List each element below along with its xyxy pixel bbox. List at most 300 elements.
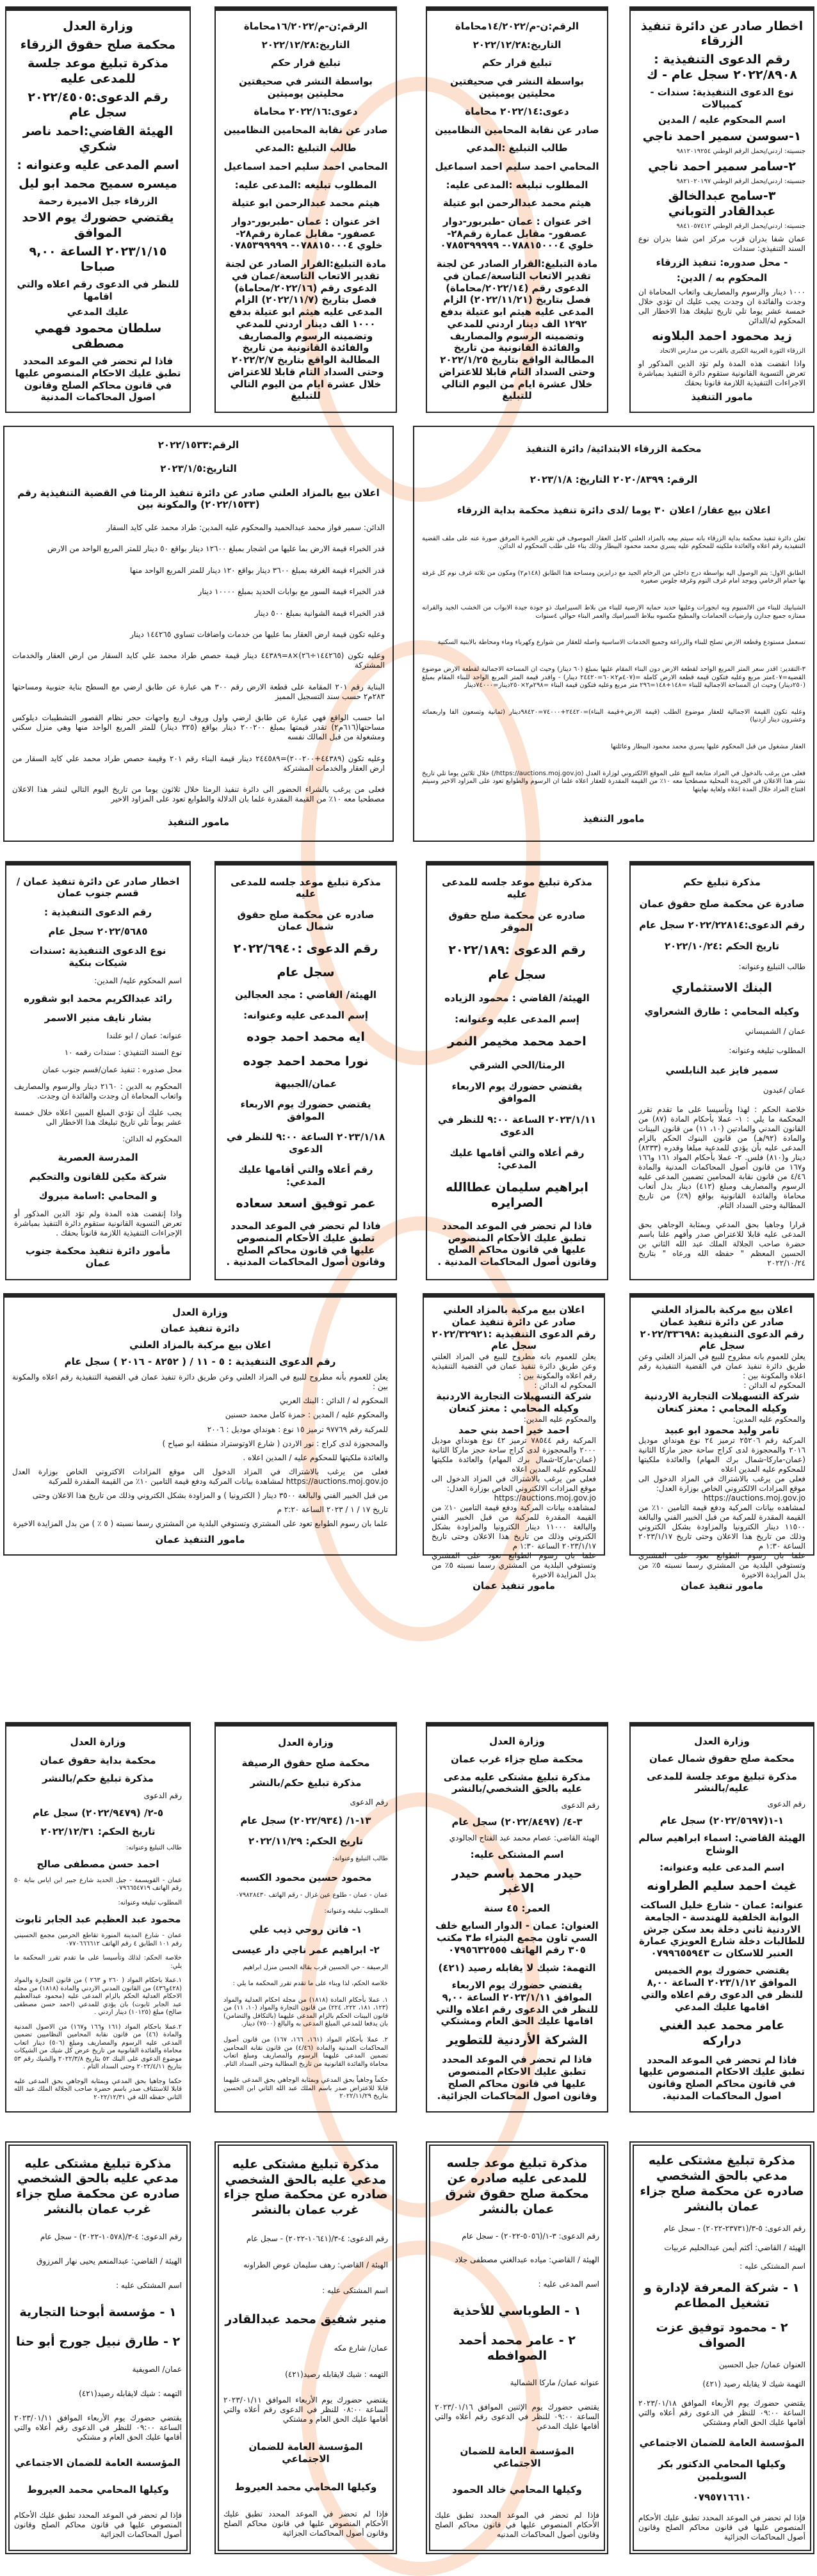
notice-heading-line: مذكرة تبليغ موعد جلسه للمدعى عليه صادره عن محكمة صلح حقوق شرق عمان بالنشر [445, 2156, 589, 2216]
notice-text-line: الدائن: سمير فواز محمد عبدالحميد والمحكوم عليه المدين: طراد محمد علي كايد السقار [106, 522, 385, 532]
legal-notice-n11 [629, 1293, 814, 1592]
notice-text-line: هيثم محمد عبدالرحمن ابو عتيلة [231, 197, 380, 209]
notice-heading-line: يقتضي حضورك يوم الاحد الموافق [22, 211, 174, 241]
notice-text-line: المحكوم له الدائن : [743, 1381, 805, 1390]
notice-text-line: عمان /عبدون [763, 1086, 805, 1095]
notice-text-line: اعلان بيع بالمزاد العلني صادر عن دائرة تنفيذ الرمثا في القضية التنفيذية رقم (٢٠٢٢/١٥٣٣) والمكونة بين [17, 487, 380, 511]
notice-text-line: محمود حسين محمود الكسبه [239, 1871, 372, 1883]
notice-text-line: يعلن للعموم بأنه مطروح للبيع في المزاد العلني وعن طريق دائرة تنفيذ عمان في القضية التنفيذية رقم اعلاه والمكونة بين : [12, 1373, 388, 1392]
notice-text-line: ٢٠٢٣/١/١١ الساعة ٩:٠٠ للنظر في الدعوى [437, 1113, 597, 1138]
notice-text-line: فإذا لم تحضر في الموعد المحدد تطبق عليك الأحكام المنصوص عليها في قانون محاكم الصلح وقانون أصول المحاكمات المدنيه [435, 2510, 599, 2539]
notice-text-line: رقم الدعوى: ٤-٣/(١٠٥٧٨-٢٠٢٢) - سجل عام [40, 2232, 182, 2241]
notice-text-line: عمان شفا بدران قرب مركز امن شفا بدران نوع السند التنفيذي: سندات [638, 234, 805, 253]
notice-text-line: واذا انقضت هذه المدة ولم تؤد الدين المذكور او تعرض التسوية القانونية ستقوم دائرة التنفيذ بمباشرة الاجراءات التنفيذية اللازمة قانونا بحقك [638, 359, 805, 388]
notice-text-line: تاريخ الحكم: ٢٠٢٢/١٢/٣١ [40, 1825, 156, 1837]
notice-text-line: وكيله المحامي : طارق الشعراوي [644, 1005, 800, 1017]
notice-text-line: ١.عملا باحكام المواد ( ٢٦٠ و ٢٦٣ ) من قانون التجارة والمواد (٤٢٨و٤٣٦) من القانون المدني الاردني والمادة (١٨١٨) من مجلة الاحكام العدلية الحكم بالزام المدعى عليه (محمود عبدالعظيم عبد الجابر ثابوت) بان يؤدي للمدعي (احمد حسن مصطفى صالح) مبلغ (١٠١٢٥) دينار اردني . [14, 1977, 182, 2017]
notice-text-line: عمان - شارع المدينة المنورة تقاطع الحرمين مجمع الحسيني رقم ١٠١ الطابق ٤ رقم الهاتف ٠٧٧٠٦٦٦٦١٢ [14, 1932, 182, 1947]
notice-heading-line: حيدر محمد باسم حيدر الاغبر [451, 1866, 583, 1896]
notice-text-line: الهيئة / القاضي: أكثم أيمن عبدالحليم عربيات [664, 2242, 805, 2252]
notice-text-line: وعليه تكون قيمة ارض العقار بما عليها من خدمات واضافات تساوي ١٤٤٢٦٥ دينار [130, 629, 385, 639]
notice-text-line: اسم المدعى عليه وعنوانه: [659, 1861, 784, 1873]
notice-heading-line: ٢٠٢٣/١/١٥ الساعة ٩,٠٠ صباحا [29, 245, 167, 274]
notice-text-line: العنوان: عمان - الدوار السابع خلف السي تاون مجمع البتراء ط٣ مكتب ٣٠٥ رقم الهاتف ٠٧٩٥٦٣٢٥٥٥ [435, 1920, 599, 1956]
notice-text-line: المطلوب تبليغه وعنوانه: [324, 1908, 388, 1915]
notice-text-line: خلاصة الحكم : لهذا وتأسيسا على ما تقدم تقرر المحكمة ما يلي : ١- عملا بأحكام المادة (٨٧) من القانون المدني والمادتين (١٠، ١١) من قانون البينات والمادة (٩٢/هـ) من قانون البنوك الحكم بالزام المدعى عليه بأن يؤدي للمدعية مبلغا وقدره (٨٢٣٣) دينار و(٨١٠) فلس. ٢- عملا بأحكام المواد ١٦١ و١٦٦ و١٦٧ من قانون أصول المحاكمات المدنية والمادة ٤/٤٦ من قانون نقابة المحامين تضمين المدعى عليه الرسوم والمصاريف ومبلغ (٤١٢) دينار بدل أتعاب محاماة والفائدة القانونية بواقع (٩٪) من تاريخ المطالبة وحتى السداد التام. [638, 1105, 806, 1211]
notice-heading-line: رقم الدعوى :٢٠٢٢/٦٩٤٠ [233, 941, 378, 956]
notice-text-line: ٥-٢/ (٢٠٢٢/٩٤٧٩) سجل عام [33, 1807, 163, 1819]
notice-text-line: احمد حسن مصطفى صالح [36, 1858, 159, 1871]
notice-text-line: يقتضي حضورك يوم الاربعاء الموافق ٢٠٢٣/١/١١ الساعة ٩,٠٠ للنظر في الدعوى رقم اعلاه والتي اقامها عليك الحق العام ومشتكي [435, 1979, 598, 2027]
notice-text-line: قدر الخبراء قيمة الشوانية بمبلغ ٥٠٠ دينار [254, 608, 385, 618]
notice-text-line: المحامي احمد سليم احمد اسماعيل [435, 161, 599, 173]
notice-text-line: بواسطة النشر في صحيفتين محليتين يوميتين [239, 75, 373, 99]
notice-text-line: الهيئة / القاضي: عبدالمنعم يحيى نهار المرزوق [36, 2256, 182, 2266]
notice-text-line: الزرقاء الثورة العربية الكبرى بالقرب من مدارس الاتحاد [659, 348, 805, 355]
notice-text-line: المركبة رقم ٢٥٢٠٦ ترميز ٢٤ نوع هونداي موديل ٢٠١٦ والمحجوزة لدى كراج ساحة حجز ماركا الثانية (عمان-ماركا-شمال برك المهام) والعائدة ملكيتها للمحكوم عليه المدين اعلاه [638, 1436, 806, 1474]
notice-text-line: المؤسسة العامة للضمان الاجتماعي [639, 2436, 805, 2449]
notice-text-line: الرقم:ن-م/١٤/٢٠٢٢محاماة [455, 20, 579, 32]
notice-text-line: بواسطة النشر في صحيفتين محليتين يوميتين [450, 75, 584, 99]
notice-heading-line: ابراهيم سليمان عطاالله الصرايره [446, 1180, 588, 1210]
notice-text-line: مذكرة تبليغ حكم [683, 876, 761, 889]
notice-text-line: التهمه : شيك لايقابله رصيد(٤٢١) [79, 2389, 182, 2398]
notice-text-line: محكمة صلح جزاء غرب عمان [451, 1753, 583, 1765]
notice-text-line: الهيئة القاضي: اسماء ابراهيم سالم الوشاح [638, 1831, 805, 1856]
notice-text-line: طالب التبليغ وعنوانه: [125, 1844, 182, 1851]
notice-text-line: اعلان بيع مركبة بالمزاد العلني صادر عن دائرة تنفيذ عمان [443, 1304, 585, 1328]
notice-heading-line: ٢ - عامر محمد أحمد الصوافطه [458, 2333, 576, 2363]
notice-text-line: محكمة الزرقاء الابتدائية/ دائرة التنفيذ [526, 442, 702, 455]
notice-text-line: الطابق الاول: يتم الوصول اليه بواسطة درج داخلي من الرخام الجيد مع درابزين ومساحة هذا الطابق (١٤٨م٢) ومكون من ثلاثة غرف نوم كل غرفة بها حمام الرخامي ويوجد امام غرف النوم وغرفة جلوس صغيره [422, 569, 805, 585]
notice-text-line: للنظر في الدعوى رقم اعلاه والتي اقامها [17, 278, 179, 302]
notice-text-line: رقم الدعوى [561, 1800, 599, 1810]
notice-text-line: يقتضي حضورك يوم الأربعاء الموافق ٢٠٢٣/٠١/١٨ الساعة ٠٩:٠٠ للنظر في الدعوى رقم أعلاه والتي أقامها عليك الحق العام ومشتكي [638, 2398, 805, 2427]
notice-text-line: ٣-٤/ (٢٠٢٢/٨٤٩٧) سجل عام [451, 1815, 583, 1828]
notice-text-line: صادرة عن محكمة صلح حقوق عمان [639, 898, 805, 910]
notice-text-line: فاذا لم تحضر في الموعد المحدد تطبق عليك الاحكام المنصوص عليها في قانون محاكم الصلح وقانون اصول المحاكمات المدنية. [638, 2054, 805, 2102]
legal-notice-n21 [5, 2141, 191, 2554]
notice-text-line: مذكرة تبليغ حكم/بالنشر [42, 1773, 154, 1785]
notice-text-line: المحكوم به الدين : ٢١٦٠ دينار والرسوم والمصاريف واتعاب المحاماة ان وجدت والفائدة ان وجدت. [14, 1081, 182, 1100]
notice-text-line: المطلوب تبليغه :المدعى عليه: [234, 179, 377, 191]
notice-text-line: فعلى من يرغب بالدخول في المزاد متابعة البيع على الموقع الالكتروني لوزارة العدل (https://auctions.moj.gov.jo/) خلال ثلاثين يوما تلي تاريخ نشر هذا الاعلان في الجريدة المحلية مصطحبا معه ١٠٪ من القيمة المقدرة للعقار اعلاه علما ان الرسوم والطوابع تعود على المزاود الاخير وسيتم افتتاح المزاد خلال المدة اعلاه ولغاية نهايتها [422, 769, 805, 793]
notice-text-line: هيثم محمد عبدالرحمن ابو عتيلة [442, 197, 592, 209]
notice-text-line: فاذا لم تحضر في الموعد المحدد تطبق عليك الأحكام المنصوص عليها في قانون محاكم الصلح وقانون أصول المحاكمات المدنية . [437, 1220, 597, 1268]
notice-text-line: صادر عن نقابة المحامين النظاميين [223, 124, 388, 136]
legal-notice-n16 [214, 1722, 397, 2113]
notice-text-line: مذكرة تبليغ حكم/بالنشر [250, 1777, 362, 1789]
legal-notice-n10 [5, 861, 191, 1280]
notice-heading-line: احمد محمد مخيمر النمر [448, 1034, 586, 1049]
notice-text-line: مامور تنفيذ عمان [681, 1580, 763, 1592]
notice-text-line: والمحكوم عليه المدين: [732, 1414, 805, 1424]
notice-text-line: للمركبة رقم ٩٧٧٦٩ ترميز ١٥ نوع : هونداي موديل : ٢٠٠٦ [207, 1424, 388, 1434]
notice-text-line: مذكرة تبليغ موعد جلسه للمدعى عليه [231, 876, 381, 900]
legal-notice-n19 [426, 2141, 608, 2554]
notice-heading-line: مذكرة تبليغ موعد جلسة للمدعى عليه [28, 56, 168, 86]
notice-text-line: المطلوب تبليغه وعنوانه: [118, 1899, 182, 1906]
notice-text-line: الرقم:٢٠٢٢/١٥٣٣ [158, 439, 239, 451]
notice-text-line: فاذا لم تحضر في الموعد المحدد تطبق عليك الاحكام المنصوص عليها في قانون محاكم الصلح وقانون اصول المحاكمات الجزائية. [437, 2054, 597, 2102]
notice-text-line: المطلوب تبليغه :المدعى عليه: [446, 179, 588, 191]
notice-text-line: العقار مشغول من قبل المحكوم عليها يسري محمد محمود البيطار وعائلتها [611, 743, 805, 751]
notice-text-line: المركبة رقم ٧٨٥٤٤ ترميز ٤٢ نوع هونداي موديل ٢٠٠٠ والمحجوزة لدى كراج ساحة حجز ماركا الثانية (عمان-ماركا-شمال برك المهام) والعائدة ملكيتها للمحكوم عليه المدين اعلاه [432, 1436, 597, 1474]
notice-text-line: إسم المدعى عليه وعنوانه: [243, 1010, 368, 1022]
notice-text-line: اعلان بيع مركبة بالمزاد العلني [129, 1339, 271, 1351]
notice-text-line: تسعمل مستودع وقطعة الارض تصلح للبناء والزراعة وجميع الخدمات الاساسية واصله للعقار من شوارع وكهرباء وماء ومحاطة بالابنية السكنية [437, 639, 805, 647]
notice-heading-line: رقم الدعوى التنفيذية : ٢٠٢٢/٨٩٠٨ سجل عام - ك [647, 52, 797, 83]
notice-text-line: ٣-التقدير: اقدر سعر المتر المربع الواحد لقطعة الارض دون البناء المقام عليها بمبلغ (٦٠ دينار) وحيث ان المساحة الاجمالية لقطعة الارض موضوع القضية=٤٠٧متر مربع وعليه فتكون قيمة قطعة الارض كاملة =(٤٠٧م٢×٦٠=٢٤٤٢٠ دينار) - واقدر قيمة المتر المربع الواحد للبناء المقام بمبلغ (٢٥٠دينار) وحيث ان المساحة الاجمالية للبناء =١٤٨+١٤٨=٢٩٦ متر مربع وعليه فتكون قيمة البناء =٢٩٨م٢×٢٥٠دينار=٧٤٠٠٠دينار [422, 666, 805, 689]
notice-heading-line: الهيئة القاضي:احمد ناصر شكري [22, 124, 174, 154]
notice-text-line: يجب عليك أن تؤدي المبلغ المبين اعلاه خلال خمسة عشر يوماً تلي تاريخ تبليغك هذا الاخطار الى [14, 1108, 182, 1127]
notice-text-line: عمان/ الصويفية [132, 2365, 182, 2374]
notice-heading-line: محكمة صلح حقوق الزرقاء [20, 37, 176, 52]
notice-text-line: وزارة العدل [70, 1735, 126, 1748]
notice-text-line: اسم المشتكى عليه : [322, 2286, 388, 2296]
notice-heading-line: اسم المدعى عليه وعنوانه : [17, 157, 179, 172]
notice-text-line: تبليغ قرار حكم [482, 57, 552, 69]
notice-heading-line: ١ - مؤسسة أبوحنا التجارية [19, 2305, 177, 2319]
notice-text-line: مادة التبليغ:القرار الصادر عن لجنة تقدير الاتعاب التاسعة/عمان في الدعوى رقم (٢٠٢٢/١٤/محاماة) فصل بتاريخ (٢٠٢٢/١١/٢١) الزام المدعى عليه هيثم ابو عتيلة بدفع ١٢٩٢ الف دينار اردني للمدعي وتضمينه الرسوم والمصاريف والفائدة القانونية من تاريخ المطالبة الواقع بتاريخ ٢٠٢٢/١/٢٥ وحتى السداد التام قابلا للاعتراض خلال عشرة ايام من اليوم التالي للتبليغ [436, 258, 598, 402]
notice-text-line: المطلوب تبليغه وعنوانه: [729, 1045, 805, 1055]
notice-text-line: وزارة العدل [278, 1737, 334, 1749]
notice-text-line: عمان/الجبيهة [274, 1077, 337, 1090]
notice-heading-line: ١ - الطوباسي للأحذية [453, 2303, 581, 2318]
notice-text-line: الشبابيك للبناء من الالمنيوم وبه ابجورات وعليها حديد حمايه الارضية للبناء من بلاط السيراميك ذو جودة جيدة الابواب من الخشب الجيد والقرانه ممتازه جميع جدارن وارضيات الحمامات والمطبخ مكسوه ببلاط السيراميك والعمر البناء حوالي ٤سنوات [422, 604, 805, 620]
notice-text-line: اخطار صادر عن دائرة تنفيذ عمان /قسم جنوب عمان [16, 875, 180, 899]
notice-text-line: رقم الدعوى [767, 1799, 805, 1809]
notice-text-line: التهمه : شيك لايقابله رصيد(٤٢١) [285, 2369, 388, 2379]
notice-text-line: عمان/ شارع مكه [334, 2344, 388, 2353]
notice-text-line: قدر الخبراء قيمة الارض بما عليها من اشجار بمبلغ ١٢٦٠٠ دينار بواقع ٥٠ دينار للمتر المربع الواحد من الارض [47, 544, 385, 554]
notice-text-line: والمحكوم عليه المدين: [523, 1414, 596, 1424]
notice-text-line: عليك المدعي [67, 306, 129, 318]
notice-text-line: وعليه تكون (١٤٤٢٦٥÷٢٦)×٨=٤٤٣٨٩ دينار قيمة حصص طراد محمد علي كايد السقار من ارض العقار والخدمات المشتركة [12, 651, 385, 670]
notice-text-line: التاريخ:٢٠٢٣/١/٥ [160, 463, 237, 475]
notice-text-line: وكيله المحامي : معتز كنعان [657, 1402, 787, 1414]
notice-text-line: يقتضي حضورك يوم الأربعاء الموافق ٢٠٢٣/٠١/١١ الساعة ٠٩:٠٠ للنظر في الدعوى رقم أعلاه والتي أقامها عليك الحق العام و مشتكي [14, 2413, 182, 2442]
notice-text-line: اما حسب الواقع فهي عبارة عن طابق ارضي واول وروف اربع واجهات حجر نظام القصور التشطيبات ديلوكس مساحتها(٦١٦م٢) تقدر قيمتها بمبلغ ٢٠٠٢٠٠ دينار بواقع (٣٢٥ دينار) للمتر المربع الواحد منها وهي منزل سكني ومشغولة من قبل المالك نفسه [12, 713, 385, 742]
notice-text-line: خلاصة الحكم، لذا وبناء على ما تقدم تقرر المحكمة ما يلي : [232, 1980, 388, 1988]
notice-text-line: التاريخ:٢٠٢٢/١٢/٢٨ [473, 38, 562, 51]
notice-text-line: عمان / الشميساني [745, 1026, 805, 1036]
notice-text-line: يعلن للعموم بانه مطروح للبيع في المزاد العلني وعن طريق دائرة تنفيذ عمان في القضية التنفيذية رقم اعلاه والمكونة بين : [638, 1352, 805, 1380]
notice-heading-line: غيث احمد سليم الطراونه [647, 1879, 797, 1894]
notice-text-line: عمان - عمان - طلوع عين غزال - رقم الهاتف ٠٧٩٨٢٨٤٣٠ [236, 1891, 388, 1899]
notice-text-line: سمير فايز عبد النابلسي [665, 1065, 779, 1077]
notice-text-line: الهيئة / القاضي: مياده عبدالغني مصطفى جلاد [455, 2255, 599, 2265]
notice-text-line: اسم المشتكى عليه : [740, 2262, 805, 2271]
legal-notice-n6 [3, 426, 394, 842]
notice-text-line: رقم الدعوى: ٣-١/(٥٠٥٦-٢٠٢٢) - سجل عام [462, 2231, 599, 2241]
notice-heading-line: وزارة العدل [63, 19, 133, 33]
notice-text-line: و المحامي :اسامة مبروك [38, 1189, 158, 1202]
legal-notice-n1 [629, 6, 814, 413]
notice-text-line: مذكرة تبليغ موعد جلسة للمدعى عليه/بالنشر [647, 1770, 797, 1794]
legal-notice-n2 [426, 6, 608, 413]
notice-text-line: جنسيته: اردني/يحمل الرقم الوطني ٩٨٤١٠٥٧٤١٢ [676, 223, 805, 230]
notice-text-line: اسم المحكوم عليه/ المدين: [94, 976, 182, 986]
notice-text-line: وزارة العدل [489, 1735, 545, 1748]
notice-text-line: تاريخ ١٧ / ١ / ٢٠٢٣ الساعة ٢:٢٠ م [277, 1505, 388, 1515]
notice-text-line: وعليه تكون القيمة الاجمالية للعقار موضوع الطلب (قيمة الارض+قيمة البناء)=٢٤٤٢٠+٧٤٠٠٠=٩٨٤٢٠دينار (ثمانية وتسعون الفا واربعمائة وعشرون دينار اردنيا) [422, 708, 805, 724]
notice-heading-line: مذكرة تبليغ مشتكى عليه مدعي عليه بالحق الشخصي صادره عن محكمة صلح جزاء غرب عمان بالنشر [15, 2156, 181, 2216]
legal-notice-n12 [423, 1293, 605, 1592]
notice-text-line: - محل صدوره: تنفيذ الزرقاء [656, 257, 788, 269]
notice-text-line: ٢٠٢٢/٥٦٨٥ سجل عام [48, 926, 148, 938]
notice-text-line: مذكرة تبليغ موعد جلسه للمدعى عليه [442, 876, 592, 900]
notice-text-line: قدر الخبراء قيمة الغرفة بمبلغ ٣٦٠٠ دينار بواقع ١٢٠ دينار للمتر المربع الواحد منها [129, 565, 385, 575]
notice-text-line: وكيلها المحامي محمد العيروط [234, 2481, 377, 2493]
notice-heading-line: نورا محمد احمد جوده [243, 1054, 369, 1068]
notice-text-line: صادره عن محكمة صلح حقوق شمال عمان [237, 908, 375, 933]
notice-text-line: رقم الدعوى [350, 1797, 388, 1807]
notice-text-line: مامور التنفيذ عمان [155, 1533, 245, 1545]
notice-text-line: رقم أعلاه والتي أقامها عليك المدعي: [449, 1147, 585, 1171]
notice-text-line: رائد عبدالكريم محمد ابو شقوره [24, 993, 172, 1005]
notice-text-line: طالب التبليغ وعنوانه: [332, 1855, 388, 1863]
notice-text-line: مأمور دائرة تنفيذ محكمة جنوب عمان [25, 1244, 171, 1269]
notice-text-line: شركة مكين للقانون والتحكيم [29, 1170, 167, 1182]
notice-text-line: محمود عبد العظيم عبد الجابر ثابوت [15, 1913, 181, 1926]
notice-text-line: فعلى من يرغب بالاشتراك في المزاد الدخول الى موقع المزادات الالكتروني الخاص بوزارة العدل: [638, 1474, 805, 1493]
notice-text-line: وكيلها المحامي الدكتور بكر السويلمين [658, 2458, 786, 2482]
notice-heading-line: مذكرة تبليغ مشتكى عليه مدعي عليه بالحق الشخصي صادره عن محكمة صلح جزاء غرب عمان بالنشر [223, 2157, 388, 2218]
notice-text-line: احمد خير احمد بني حمد [458, 1424, 569, 1436]
notice-heading-line: ايه محمد احمد جوده [247, 1030, 365, 1045]
notice-text-line: لمشاهده بيانات المركبة ودفع قيمة التامين ١٠٪ من القيمة المقدرة للمركبة من قبل الخبير الفني والبالغة ١١٥٠٠ دينار الكترونيا والمزاودة بشكل الكتروني وذلك من تاريخ هذا الاعلان وحتى تاريخ ٢٠٢٣/١/١٧ الساعة ١:٣٠ م [638, 1503, 805, 1551]
notice-text-line: شركة التسهيلات التجارية الاردنية [436, 1390, 592, 1402]
notice-text-line: الرصيفة - حي الحسين قرب بقالة الحسن منزل ابراهيم [243, 1964, 388, 1972]
notice-heading-line: مذكرة تبليغ مشتكى عليه مدعي بالحق الشخصي صادره عن محكمة صلح جزاء عمان بالنشر [640, 2153, 804, 2214]
legal-notice-n13 [3, 1293, 397, 1556]
notice-text-line: نوع السند التنفيذي : سندات رقمه ١٠ [64, 1048, 182, 1058]
notice-heading-line: رقم الدعوى:٢٠٢٢/٤٥٠٥ سجل عام [28, 90, 168, 120]
legal-notice-n17 [5, 1722, 191, 2113]
notice-text-line: ١٣-١/ (٢٠٢٢/٩٣٤) سجل عام [240, 1815, 371, 1827]
legal-notice-n5 [413, 426, 814, 842]
notice-text-line: وزارة العدل [172, 1306, 228, 1318]
notice-text-line: دائرة تنفيذ عمان [160, 1323, 240, 1335]
notice-text-line: رقم الدعوى [143, 1791, 182, 1801]
notice-text-line: علما بان رسوم الطوابع تعود على المشتري وتستوفي البلدية من المشتري رسما نسبته ٥٪ من بدل المزايدة الاخيرة [638, 1551, 805, 1580]
notice-text-line: المحكوم له / الدائن : البنك العربي [279, 1396, 388, 1406]
notice-text-line: سجل عام [699, 1340, 745, 1352]
notice-text-line: جنسيته: اردني/يحمل الرقم الوطني ٩٨١٢٠١٩٢٥٤ [676, 147, 805, 155]
notice-text-line: جنسيته: اردني/يحمل الرقم الوطني ٩٨٢١٠٢٠١٩٧ [676, 177, 805, 185]
notice-text-line: رقم الدعوى:٢٠٢٢/٢٢٨١٤ سجل عام [639, 919, 805, 931]
notice-text-line: https://auctions.moj.gov.jo [494, 1493, 596, 1503]
notice-text-line: دعوى:٢٠٢٢/١٤ محاماة [465, 106, 569, 118]
legal-notice-n20 [214, 2141, 397, 2554]
notice-heading-line: ١ - شركة المعرفة لإدارة و تشغيل المطاعم [644, 2281, 800, 2310]
notice-text-line: فاذا لم تحضر في الموعد المحدد تطبق عليك الاحكام المنصوص عليها في قانون محاكم الصلح وقانون اصول المحاكمات المدنية [15, 355, 181, 403]
notice-text-line: فعلى من يرغب بالشراء الحضور الى دائرة تنفيذ الرمثا خلال ثلاثون يوما من تاريخ اليوم التالي لنشر هذا الاعلان مصطحبا معه ١٠٪ من القيمة المقدرة علما بان الدلالة والطوابع تعود على المزاود الاخير [12, 785, 385, 804]
notice-heading-line: عمر توفيق اسعد سعاده [236, 1196, 376, 1211]
notice-text-line: المحكوم له الدائن: [122, 1134, 182, 1144]
notice-text-line: ١٠٠٠ دينار والرسوم والمصاريف واتعاب المحاماة ان وجدت والفائدة ان وجدت يجب عليك ان تؤدي خلال خمسة عشر يوما تلي تاريخ تبليغك هذا الاخطار الى المحكوم له/الدائن [638, 287, 805, 326]
notice-text-line: وكيلها المحامي محمد العيروط [27, 2483, 169, 2495]
notice-text-line: تاريخ الحكم: ٢٠٢٢/١١/٢٩ [248, 1835, 364, 1847]
notice-text-line: تامر وليد محمود ابو عبيد [664, 1424, 780, 1436]
notice-text-line: تبليغ قرار حكم [271, 57, 341, 69]
legal-notice-n15 [426, 1722, 608, 2113]
notice-text-line: مامور التنفيذ [691, 391, 753, 403]
notice-text-line: وكيلها المحامي خالد الحمود [452, 2484, 582, 2496]
notice-text-line: تعلن دائرة تنفيذ محكمة بداية الزرقاء بانه سيتم بيعه بالمزاد العلني كامل العقار الموصوف في تقرير الخبرة المرفق صورة عنه على ملف القضية التنفيذية رقم اعلاه والعائدة ملكيته للمحكوم عليه يسري محمد محمود البيطار وذلك بناء على طلب المحكوم له الدائن. [422, 535, 805, 551]
notice-text-line: واذا إنقضت هذه المدة ولم تؤد الدين المذكور أو تعرض التسوية القانونية ستقوم دائرة التنفيذ بمباشرة الإجراءات التنفيذية اللازمة قانوناً بحقك . [14, 1209, 182, 1237]
notice-text-line: العمر: ٤٥ سنة [483, 1902, 551, 1914]
notice-text-line: بشار نايف منير الاسمر [44, 1012, 152, 1024]
notice-text-line: مادة التبليغ:القرار الصادر عن لجنة تقدير الاتعاب التاسعة/عمان في الدعوى رقم (٢٠٢٢/١٦/محاماة) فصل بتاريخ (٢٠٢٢/١١/٧) الزام المدعى عليه هيثم ابو عتيلة بدفع ١٠٠٠ الف دينار اردني للمدعي وتضمينه الرسوم والمصاريف والفائدة القانونية من تاريخ المطالبة الواقع بتاريخ ٢٠٢٢/٢/٧ وحتى السداد التام قابلا للاعتراض خلال عشرة ايام من اليوم التالي للتبليغ [225, 258, 387, 402]
notice-text-line: رقم الدعوى التنفيذية : ٥ - ١١ / ( ٨٢٥٢ - ٢٠١٦ ) سجل عام [64, 1356, 336, 1368]
notice-text-line: المحكوم به / الدين: [676, 272, 768, 284]
notice-heading-line: منير شفيق محمد عبدالقادر [225, 2312, 387, 2326]
notice-text-line: عمان - القويسمة - جبل الحديد شارع جبير ابن اياس بناية ٥٠ رقم الهاتف ٠٧٩٦٦٥٤٧١٩ [14, 1876, 182, 1892]
notice-text-line: اسم المدعى عليه : [538, 2280, 599, 2289]
notice-heading-line: سجل عام [488, 967, 546, 982]
notice-text-line: ١-١(٢٠٢٢/٥٦٩٧) سجل عام [659, 1814, 784, 1826]
notice-text-line: رقم أعلاه والتي أقامها عليك المدعي: [238, 1163, 373, 1187]
notice-text-line: الرمثا/الحي الشرقي [469, 1059, 565, 1071]
notice-text-line: العنوان عمان/ جبل الحسين [718, 2360, 805, 2370]
notice-text-line: فاذا لم تحضر في الموعد المحدد تطبق عليك الأحكام المنصوص عليها في قانون محاكم الصلح وقانون أصول المحاكمات المدنية . [226, 1220, 385, 1268]
notice-text-line: المحامي احمد سليم احمد اسماعيل [223, 161, 388, 173]
notice-text-line: علما بان رسوم الطوابع تعود على المشتري وتستوفي البلدية من المشتري رسما نسبته ٥٪ من بدل المزايدة الاخيرة [432, 1551, 597, 1580]
notice-heading-line: البنك الاستثماري [672, 981, 772, 995]
notice-text-line: رقم الدعوى: ٤-٣/(١٠٦٤١-٢٠٢٢) - سجل عام [246, 2234, 388, 2244]
notice-text-line: اعلان بيع مركبة بالمزاد العلني صادر عن دائرة تنفيذ عمان [651, 1304, 793, 1328]
legal-notice-n3 [214, 6, 397, 413]
notice-text-line: محكمة بداية حقوق عمان [40, 1754, 156, 1766]
legal-notice-n9 [214, 861, 397, 1280]
notice-text-line: يقتضي حضورك يوم الخميس الموافق ٢٠٢٣/١/١٢ الساعة ٨,٠٠ للنظر في الدعوى رقم اعلاه والتي اقامها عليك المدعي [640, 1965, 803, 2013]
notice-text-line: رقم الدعوى: ٥-٣/(٢٣٧٣١-٢٠٢٢) - سجل عام [663, 2224, 805, 2234]
notice-text-line: صادر عن نقابة المحامين النظاميين [435, 124, 599, 136]
notice-text-line: https://auctions.moj.gov.jo [703, 1493, 805, 1503]
notice-text-line: يقتضي حضورك يوم الأربعاء الموافق ٢٠٢٣/٠١/١١ الساعة ٠٨:٠٠ للنظر في الدعوى رقم أعلاه والتي أقامها عليك الحق العام و مشتكي [223, 2395, 389, 2424]
notice-text-line: المؤسسة العامة للضمان الاجتماعي [15, 2457, 181, 2468]
notice-text-line: ٢٠٢٣/١/١٨ الساعة ٩:٠٠ للنظر في الدعوى [226, 1131, 385, 1155]
notice-text-line: المحكوم له الدائن : [534, 1381, 596, 1390]
notice-text-line: عنوانه عمان/ ماركا الشمالية [510, 2378, 599, 2387]
notice-text-line: رقم الدعوى التنفيذية : [44, 906, 152, 919]
notice-text-line: طالب التبليغ :المدعي [466, 142, 568, 154]
notice-text-line: دعوى:٢٠٢٢/١٦ محاماة [254, 106, 358, 118]
notice-text-line: خلاصة الحكم: لذلك وتأسيسا على ما تقدم تقرر المحكمة ما يلي: [14, 1954, 182, 1970]
notice-heading-line: الشركة الأردنية للتطوير [446, 2033, 588, 2047]
notice-text-line: المؤسسة العامة للضمان الاجتماعي [248, 2440, 363, 2465]
notice-text-line: رقم الدعوى التنفيذية :٢٠٢٢/٣٢٩٢١ [432, 1328, 596, 1340]
notice-text-line: نوع الدعوى التنفيذية: سندات - كمبيالات [650, 86, 794, 110]
notice-text-line: صادره عن محكمة صلح حقوق الموقر [448, 910, 586, 933]
notice-text-line: والمحكوم عليه / المدين : حمزة كامل محمد حسنين [225, 1410, 388, 1420]
notice-text-line: يقتضي حضورك يوم الاربعاء الموافق [451, 1080, 583, 1104]
notice-text-line: يقتضي حضورك يوم الإثنين الموافق ٢٠٢٣/٠١/١٦ الساعة ٠٩:٠٠ للنظر في الدعوى رقم أعلاه والتي أقامها عليك المدعي [435, 2402, 600, 2431]
notice-text-line: سجل عام [490, 1340, 537, 1352]
notice-text-line: فعلى من يرغب بالاشتراك في المزاد الدخول الى موقع المزادات الالكتروني الخاص بوزارة العدل: [432, 1474, 596, 1493]
notice-text-line: التهمة شيك لا يقابله رصيد (٤٢١) [702, 2379, 805, 2389]
legal-notice-n4 [5, 6, 191, 413]
legal-notice-n18 [629, 2141, 814, 2554]
notice-text-line: وعليه تكون (٤٤٣٨٩+٢٠٠٢٠٠)=٢٤٤٥٨٩ دينار قيمة البناء رقم ٢٠١ وقيمة حصص طراد محمد علي كايد السقار من ارض العقار والخدمات المشتركة [12, 753, 385, 773]
notice-text-line: التهمة: شيك لا يقابله رصيد (٤٢١) [438, 1961, 596, 1974]
notice-text-line: وزارة العدل [694, 1735, 750, 1748]
notice-text-line: من قبل الخبير الفني والبالغة ٣٥٠٠ دينار ( الكترونيا ) و المزاودة بشكل الكتروني وذلك من تاريخ هذا الاعلان وحتى [32, 1491, 388, 1501]
notice-text-line: ١. عملا بأحكام المادة (١٨١٨) من مجلة احكام العدلية والمواد (١٢٣، ١٨١، ٢٢٢، ٢٢٤) من قانون التجارة والمواد (١٠، ١١) من قانون البينات الحكم بالزام المدعى عليهما (بالتكافل والتضامن) بان يدفعا للمدعي المبلغ المدعى به والبالغ (٧٥٠٠) دينار. [223, 1996, 388, 2028]
notice-text-line: المدرسة العصرية [58, 1151, 138, 1163]
notice-text-line: المؤسسة العامة للضمان الاجتماعي [460, 2445, 574, 2469]
notice-text-line: اعلان بيع عقار/ اعلان ٣٠ يوما /لدى دائرة تنفيذ محكمة بداية الزرقاء [457, 504, 771, 516]
legal-notice-n8 [426, 861, 608, 1280]
notice-text-line: اخر عنوان : عمان -طبربور-دوار عصفور- مقابل عمارة رقم٢٨- خلوي ٠٧٨٨١٥٠٠٠٤- ٠٧٨٥٣٩٩٩٩٩ [440, 215, 594, 252]
notice-text-line: الهيئة/ القاضي : محمود الزياده [444, 992, 590, 1004]
legal-notice-n7 [629, 861, 814, 1280]
notice-text-line: حكما وجاهيا بحق المدعي وبمثابة الوجاهي بحق المدعى عليه قابلا للاستئناف صدر باسم حضرة صاحب الجلالة الملك عبد الله الثاني حفظه الله في ٢٠٢٢/١٢/٣١ [14, 2077, 182, 2101]
notice-text-line: اسم المشتكى عليه : [116, 2280, 182, 2290]
notice-text-line: والعائدة ملكيتها للمحكوم عليه / المدين اعلاه . [243, 1453, 388, 1462]
notice-heading-line: ٣-سامح عبدالخالق عبدالقادر التوباني [668, 189, 776, 219]
notice-text-line: ٢. عملا بأحكام المواد (١٦١، ١٦٦، ١٦٧) من قانون أصول المحاكمات المدنية والمادة (٤/٤٦) من قانون نقابة المحامين تضمين المدعى عليهما الرسوم والمصاريف ومبلغ اتعاب محاماة والفائدة القانونية من تاريخ المطالبة وحتى السداد التام. [223, 2036, 389, 2068]
notice-text-line: نوع الدعوى التنفيذية :سندات شيكات بنكية [29, 945, 166, 969]
notice-text-line: مامور التنفيذ [583, 812, 645, 825]
notice-heading-line: ٢ - طارق نبيل جورج أبو حنا [15, 2335, 181, 2349]
notice-text-line: والمحجوزة لدى كراج : نور الاردن ( شارع الاوتوستراد منطقة ابو صياح ) [162, 1438, 388, 1448]
notice-heading-line: رقم الدعوى :٢٠٢٢/١٨٩ [448, 943, 586, 958]
notice-text-line: فإذا لم تحضر في الموعد المحدد تطبق عليك الأحكام المنصوص عليها في قانون محاكم الصلح وقانون أصول المحاكمات الجزائية [223, 2509, 388, 2538]
notice-text-line: اسم المحكوم عليه / المدين [658, 113, 786, 125]
notice-text-line: فإذا لم تحضر في الموعد المحدد تطبق عليك الأحكام المنصوص عليها في قانون محاكم الصلح وقانون أصول المحاكمات الجزائية [638, 2513, 805, 2541]
notice-text-line: يعلن للعموم بانه مطروح للبيع في المزاد العلني وعن طريق دائرة تنفيذ عمان في القضية التنفيذية رقم اعلاه والمكونة بين : [432, 1352, 596, 1380]
notice-text-line: الهيئة القاضي: عصام محمد عبد الفتاح الجالودي [449, 1833, 599, 1843]
notice-text-line: اسم المشتكى عليه: [470, 1849, 564, 1861]
notice-text-line: الزرقاء جبل الاميرة رحمة [38, 195, 158, 207]
notice-heading-line: سجل عام [277, 965, 335, 979]
notice-heading-line: ١-سوسن سمير احمد ناجي [642, 129, 802, 143]
notice-heading-line: عامر محمد عبد الغني دراركه [659, 2018, 785, 2048]
notice-text-line: الرقم:ن-م/١٦/٢٠٢٢محاماة [243, 20, 368, 32]
notice-text-line: محل صدوره : تنفيذ عمان/قسم جنوب عمان [42, 1065, 182, 1074]
notice-text-line: قرارا وجاهيا بحق المدعي وبمثابة الوجاهي بحق المدعى عليه قابلا للاعتراض صدر وأفهم علنا باسم حضرة صاحب الجلالة الملك عبد الله الثاني بن الحسين المعظم " حفظه الله ورعاه " بتاريخ ٢٠٢٢/١٠/٢٤ [638, 1220, 805, 1268]
notice-text-line: شركة التسهيلات التجارية الاردنية [644, 1390, 800, 1402]
notice-text-line: ٠٧٩٥٧١٦٦١٠ [692, 2491, 752, 2504]
notice-text-line: البناية رقم ٢٠١ المقامة على قطعة الارض رقم ٣٠٠ هي عبارة عن طابق ارضي مع السطح بناية جنوبية ومساحتها ٢٨٣م٢ حسب سند التسجيل المميز [12, 682, 385, 701]
notice-text-line: فإذا لم تحضر في الموعد المحدد تطبق عليك الأحكام المنصوص عليها في قانون محاكم الصلح وقانون أصول المحاكمات الجزائية [14, 2510, 182, 2539]
notice-text-line: إسم المدعى عليه وعنوانه: [455, 1013, 579, 1025]
notice-text-line: يقتضي حضورك يوم الاربعاء الموافق [240, 1099, 371, 1122]
notice-text-line: مامور التنفيذ [167, 816, 230, 828]
notice-text-line: فعلى من يرغب بالاشتراك في المزاد الدخول الى موقع المزادات الاكتروني الخاص بوزارة العدل https://auctions.moj.gov.jo لمشاهدة بيانات المركبة ودفع قيمة التامين ١٠٪ من القيمة المقدرة للمركبة [12, 1467, 388, 1486]
notice-text-line: ٢- ابراهيم عمر ناجي دار عيسى [232, 1944, 380, 1956]
notice-text-line: الهيئة/ القاضي : مجد العجالين [235, 989, 376, 1001]
notice-text-line: قدر الخبراء قيمة السور مع بوابات الحديد بمبلغ ١٠٠٠٠ دينار [198, 587, 385, 597]
notice-text-line: عنوانه: عمان - شارع خليل الساكت البوابة الخلفية للهندسة - الجامعة الاردنية ثاني دخلة بعد سكن جرش للطالبات دخلة شارع العويزي عمارة العنبر للاسكان ت ٠٧٩٩٦٥٥٩٤٣ [638, 1899, 805, 1960]
notice-heading-line: سلطان محمود فهمي مصطفى [34, 321, 162, 351]
notice-heading-line: اخطار صادر عن دائرة تنفيذ الزرقاء [640, 19, 804, 49]
notice-text-line: اخر عنوان : عمان -طبربور-دوار عصفور- مقابل عمارة رقم٢٨- خلوي ٠٧٨٨١٥٠٠٠٤- ٠٧٨٥٣٩٩٩٩٩ [229, 215, 383, 252]
notice-text-line: علما بان رسوم الطوابع تعود على المشتري وتستوفي البلدية من المشتري رسما نسبته ( ٥ ٪ ) من بدل المزايدة الاخيرة [13, 1519, 388, 1529]
notice-text-line: ٢.عملا باحكام المواد (١٦١ و١٦٦ و١٦٧) من الاصول المدنية والمادة (٤٦) من قانون نقابة المحامين النظاميين تضمين المدعى عليه الرسوم والمصاريف ومبلغ (٥٠٦) دينار اتعاب محاماة والفائدة القانونية من تاريخ عرض كل شيك من الشيكات موضوع الدعوى على البنك ٥٢ بتاريخ ٢٠٢٢/٣/٨ والشيك رقم ٥٣ بتاريخ ٢٠٢٢/٤/١١ وحتى السداد التام . [14, 2023, 182, 2071]
notice-heading-line: ٢ - محمود توفيق عزت الصواف [656, 2321, 788, 2351]
notice-text-line: ١- فاتن روحي ذيب علي [249, 1924, 362, 1936]
notice-text-line: محكمة صلح حقوق شمال عمان [649, 1753, 795, 1765]
notice-text-line: مامور تنفيذ عمان [473, 1580, 555, 1592]
notice-heading-line: ٢-سامر سمير احمد ناجي [648, 159, 796, 173]
notice-text-line: طالب التبليغ :المدعي [255, 142, 357, 154]
notice-text-line: طالب التبليغ وعنوانه: [738, 962, 805, 971]
notice-text-line: لمشاهده بيانات المركبة ودفع قيمة التامين ١٠٪ من القيمة المقدرة للمركبة من قبل الخبير الفني والبالغة ١١٠٠٠ دينار الكترونيا والمزاودة بشكل الكتروني وذلك من تاريخ هذا الاعلان وحتى تاريخ ٢٠٢٣/١/١٧ الساعة ١:٣٠ م [432, 1503, 596, 1551]
